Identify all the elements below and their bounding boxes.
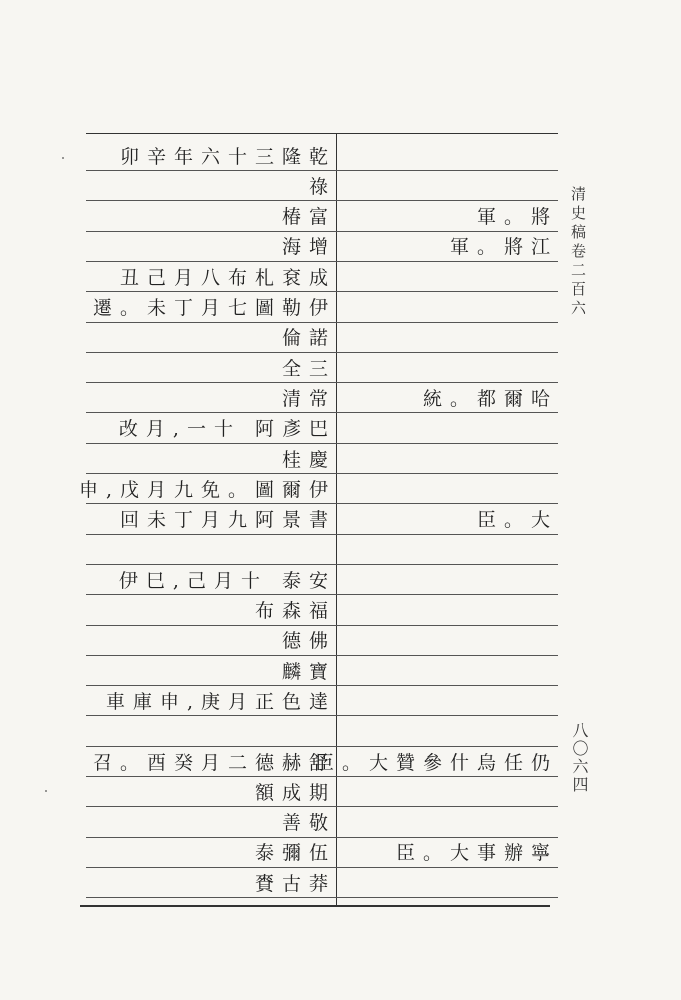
right-cell: [342, 261, 558, 291]
left-cell: 海增: [281, 236, 336, 259]
table-row: [86, 201, 558, 231]
left-cell: 回未丁月九阿景書: [119, 509, 336, 532]
row-rule: [86, 897, 558, 898]
speck: [62, 157, 64, 159]
table-row: [86, 867, 558, 897]
right-cell: [342, 564, 558, 594]
left-cell: 泰彌伍: [254, 842, 336, 865]
right-cell: [342, 170, 558, 200]
left-cell: 額成期: [254, 781, 336, 804]
left-cell: 遷。未丁月七圖勒伊: [92, 297, 336, 319]
right-cell: [342, 140, 558, 170]
right-cell: [342, 807, 558, 837]
left-cell: 祿: [308, 175, 336, 198]
table-row: [86, 564, 558, 594]
left-cell: 布森福: [254, 600, 336, 622]
right-cell: 臣。大: [476, 509, 558, 532]
right-cell: [342, 443, 558, 473]
right-cell: [342, 322, 558, 352]
left-cell: 申,戊月九免。圖爾伊: [78, 478, 336, 501]
page-number: 八〇六四: [570, 722, 589, 794]
table-row: [78, 473, 558, 503]
table-row: [86, 746, 558, 776]
table-row: [86, 352, 558, 382]
right-cell: [342, 473, 558, 503]
left-cell: 倫諾: [281, 327, 336, 350]
left-cell: 椿富: [281, 206, 336, 229]
table-row: [86, 382, 558, 412]
table-row: [86, 292, 558, 322]
right-cell: 統。都爾哈: [422, 387, 558, 410]
left-cell: 丑己月八布札袞成: [119, 266, 336, 289]
left-cell: [86, 716, 336, 746]
right-cell: 臣。大贊參什烏任仍: [314, 751, 558, 774]
left-cell: 德佛: [281, 630, 336, 653]
left-cell: 桂慶: [281, 448, 336, 471]
table-row: [86, 140, 558, 170]
right-cell: [342, 716, 558, 746]
table-row: [86, 231, 558, 261]
left-cell: 卯辛年六十三隆乾: [119, 145, 336, 168]
speck: [45, 790, 47, 792]
right-cell: [342, 292, 558, 322]
left-cell: 改月,一十 阿彥巴: [118, 418, 336, 441]
right-cell: [342, 655, 558, 685]
left-cell: 召。酉癸月二德赫舒: [92, 751, 336, 774]
right-cell: [342, 776, 558, 806]
right-cell: [342, 867, 558, 897]
table-row: [86, 807, 558, 837]
right-cell: 軍。將: [476, 206, 558, 229]
right-cell: [342, 413, 558, 443]
right-cell: [342, 625, 558, 655]
book-title: 清史稿卷二百六: [569, 186, 587, 319]
left-cell: [86, 534, 336, 564]
table-row: [86, 170, 558, 200]
table-row: [86, 625, 558, 655]
left-cell: 賚古莽: [254, 872, 336, 895]
table-row: [86, 443, 558, 473]
table-row: [86, 837, 558, 867]
left-cell: 車庫申,庚月正色達: [105, 690, 336, 713]
table-row: [86, 322, 558, 352]
right-cell: [342, 685, 558, 715]
top-rule: [86, 133, 558, 134]
table-row: [86, 595, 558, 625]
table-row: [86, 534, 558, 564]
table-row: [86, 504, 558, 534]
left-cell: 全三: [281, 357, 336, 380]
right-cell: 臣。大事辦寧: [395, 842, 558, 865]
table-row: [86, 716, 558, 746]
left-cell: 伊巳,己月十 泰安: [118, 569, 336, 592]
right-cell: [342, 595, 558, 625]
left-cell: 麟寶: [281, 660, 336, 683]
right-cell: [342, 534, 558, 564]
left-cell: 善敬: [281, 812, 336, 835]
right-cell: 軍。將江: [449, 236, 558, 259]
table-row: [86, 261, 558, 291]
bottom-rule: [80, 905, 550, 907]
table-row: [86, 655, 558, 685]
table-row: [86, 685, 558, 715]
table-row: [86, 776, 558, 806]
table-row: [86, 413, 558, 443]
left-cell: 清常: [281, 387, 336, 410]
right-cell: [342, 352, 558, 382]
